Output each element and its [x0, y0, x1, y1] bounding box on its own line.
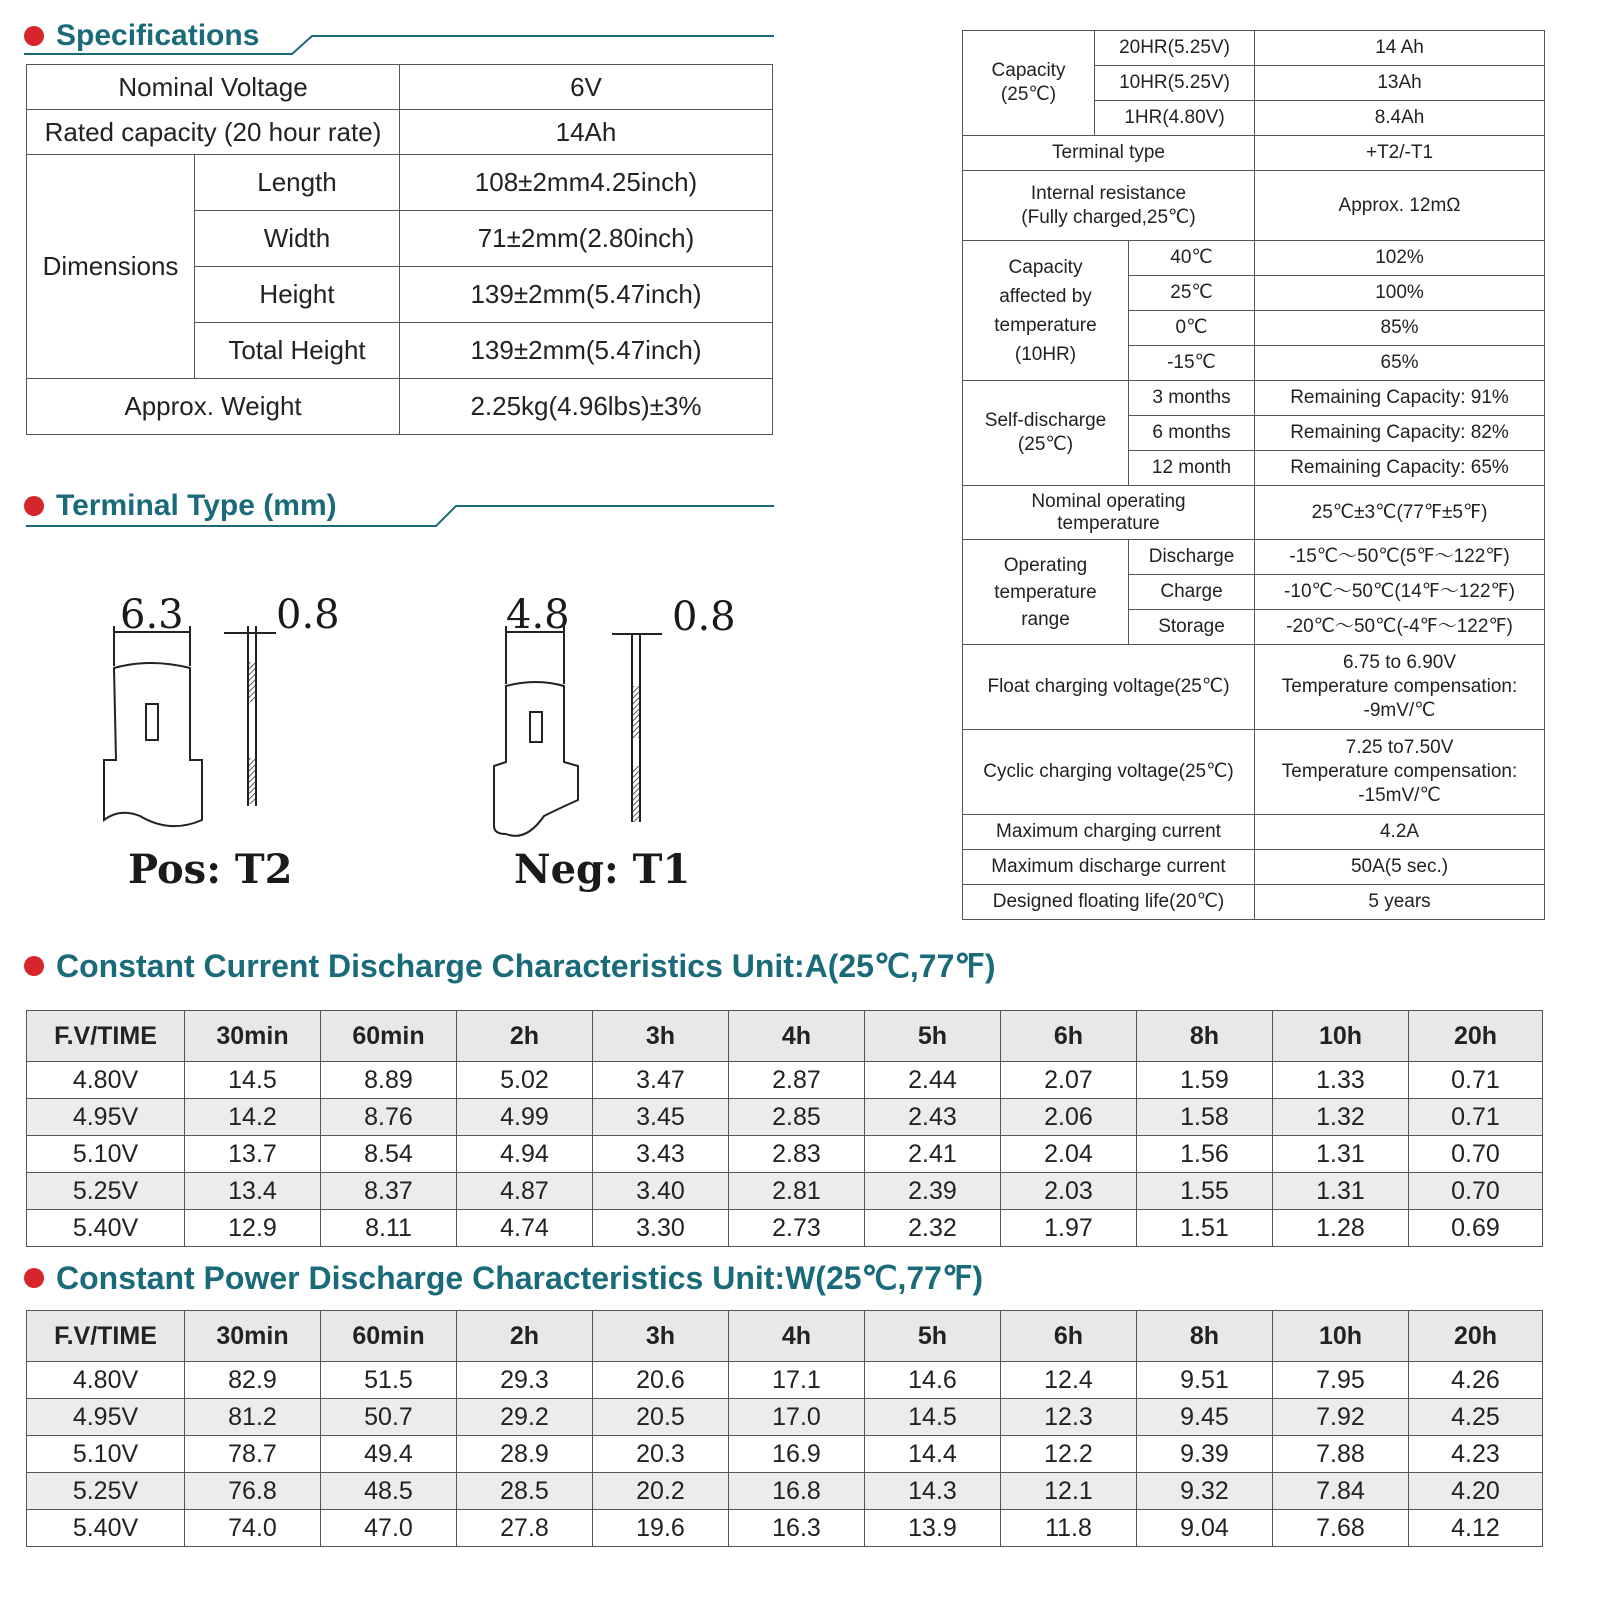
cc-value-cell: 0.70: [1409, 1136, 1543, 1173]
cp-voltage-cell: 5.40V: [27, 1510, 185, 1547]
table-row: [27, 1473, 1543, 1510]
self-discharge-label-cell: [963, 381, 1129, 486]
cc-value-cell: 4.99: [457, 1099, 593, 1136]
cc-voltage-cell: 4.95V: [27, 1099, 185, 1136]
height-label: Height: [195, 267, 400, 323]
cap-temp-label-line: temperature: [994, 314, 1097, 336]
internal-resistance-label-cell: [963, 171, 1255, 241]
cc-value-cell: 8.37: [321, 1173, 457, 1210]
specifications-heading: [24, 14, 794, 58]
nominal-voltage-label: Nominal Voltage: [27, 65, 400, 110]
cc-value-cell: 2.87: [729, 1062, 865, 1099]
cc-discharge-table: [26, 1010, 1543, 1247]
cc-value-cell: 2.73: [729, 1210, 865, 1247]
nominal-voltage-value: 6V: [400, 65, 773, 110]
charge-range-label: Charge: [1129, 575, 1255, 610]
weight-label: Approx. Weight: [27, 379, 400, 435]
neg-terminal-drawing: [494, 626, 578, 836]
cp-voltage-cell: 4.95V: [27, 1399, 185, 1436]
neg-terminal-label: Neg: T1: [514, 846, 691, 893]
rated-capacity-label: Rated capacity (20 hour rate): [27, 110, 400, 155]
cp-value-cell: 12.4: [1001, 1362, 1137, 1399]
months-12-label: 12 month: [1129, 451, 1255, 486]
cp-value-cell: 9.45: [1137, 1399, 1273, 1436]
cp-value-cell: 48.5: [321, 1473, 457, 1510]
months-3-value: Remaining Capacity: 91%: [1255, 381, 1545, 416]
cc-value-cell: 2.03: [1001, 1173, 1137, 1210]
months-3-label: 3 months: [1129, 381, 1255, 416]
cap-1hr-value: 8.4Ah: [1255, 101, 1545, 136]
cp-value-cell: 76.8: [185, 1473, 321, 1510]
cc-value-cell: 1.58: [1137, 1099, 1273, 1136]
temp-40-value: 102%: [1255, 241, 1545, 276]
pos-terminal-label: Pos: T2: [128, 846, 293, 893]
table-row: [27, 1210, 1543, 1247]
heading-underline: [24, 14, 794, 58]
cp-value-cell: 14.5: [865, 1399, 1001, 1436]
cc-value-cell: 8.76: [321, 1099, 457, 1136]
temp-40-label: 40℃: [1129, 241, 1255, 276]
cc-value-cell: 2.43: [865, 1099, 1001, 1136]
cp-value-cell: 4.20: [1409, 1473, 1543, 1510]
months-6-label: 6 months: [1129, 416, 1255, 451]
temp-0-value: 85%: [1255, 311, 1545, 346]
cc-value-cell: 3.47: [593, 1062, 729, 1099]
cc-value-cell: 8.11: [321, 1210, 457, 1247]
cc-body: [27, 1062, 1543, 1247]
cc-value-cell: 12.9: [185, 1210, 321, 1247]
temp-25-value: 100%: [1255, 276, 1545, 311]
table-row: [27, 1136, 1543, 1173]
max-charge-value: 4.2A: [1255, 815, 1545, 850]
cp-discharge-table: [26, 1310, 1543, 1547]
table-row: [27, 1173, 1543, 1210]
cp-value-cell: 27.8: [457, 1510, 593, 1547]
cp-value-cell: 4.12: [1409, 1510, 1543, 1547]
width-value: 71±2mm(2.80inch): [400, 211, 773, 267]
cc-header-cell: 4h: [729, 1011, 865, 1062]
cc-value-cell: 2.44: [865, 1062, 1001, 1099]
cc-value-cell: 0.71: [1409, 1099, 1543, 1136]
cp-header-cell: 20h: [1409, 1311, 1543, 1362]
cp-discharge-heading: [24, 1256, 1324, 1300]
cc-value-cell: 3.45: [593, 1099, 729, 1136]
pos-terminal-side: [224, 626, 276, 806]
cc-voltage-cell: 5.25V: [27, 1173, 185, 1210]
cp-value-cell: 47.0: [321, 1510, 457, 1547]
cp-value-cell: 49.4: [321, 1436, 457, 1473]
rated-capacity-value: 14Ah: [400, 110, 773, 155]
internal-resistance-condition: (Fully charged,25℃): [1021, 206, 1196, 228]
cp-value-cell: 14.3: [865, 1473, 1001, 1510]
float-voltage-value-cell: [1255, 645, 1545, 730]
cp-value-cell: 9.39: [1137, 1436, 1273, 1473]
cp-value-cell: 28.5: [457, 1473, 593, 1510]
cc-header-cell: 3h: [593, 1011, 729, 1062]
length-value: 108±2mm4.25inch): [400, 155, 773, 211]
cp-body: [27, 1362, 1543, 1547]
cc-header-cell: 30min: [185, 1011, 321, 1062]
nominal-op-temp-label: Nominal operating: [1031, 490, 1186, 512]
cp-value-cell: 7.68: [1273, 1510, 1409, 1547]
neg-width-dimension: 4.8: [506, 592, 570, 638]
capacity-label-cell: [963, 31, 1095, 136]
cc-value-cell: 3.40: [593, 1173, 729, 1210]
total-height-label: Total Height: [195, 323, 400, 379]
table-row: [27, 1399, 1543, 1436]
cc-value-cell: 1.97: [1001, 1210, 1137, 1247]
cap-20hr-label: 20HR(5.25V): [1095, 31, 1255, 66]
cp-header-cell: 8h: [1137, 1311, 1273, 1362]
months-6-value: Remaining Capacity: 82%: [1255, 416, 1545, 451]
cap-temp-label-cell: [963, 241, 1129, 381]
cp-value-cell: 4.26: [1409, 1362, 1543, 1399]
cp-voltage-cell: 5.25V: [27, 1473, 185, 1510]
cc-value-cell: 14.5: [185, 1062, 321, 1099]
cp-value-cell: 50.7: [321, 1399, 457, 1436]
cp-value-cell: 4.25: [1409, 1399, 1543, 1436]
cp-voltage-cell: 4.80V: [27, 1362, 185, 1399]
cp-header-cell: 2h: [457, 1311, 593, 1362]
cp-value-cell: 11.8: [1001, 1510, 1137, 1547]
cc-value-cell: 4.87: [457, 1173, 593, 1210]
table-row: [27, 1436, 1543, 1473]
cp-value-cell: 19.6: [593, 1510, 729, 1547]
max-discharge-value: 50A(5 sec.): [1255, 850, 1545, 885]
cc-value-cell: 1.28: [1273, 1210, 1409, 1247]
cc-value-cell: 2.83: [729, 1136, 865, 1173]
cp-value-cell: 20.3: [593, 1436, 729, 1473]
cp-value-cell: 12.1: [1001, 1473, 1137, 1510]
cp-value-cell: 9.32: [1137, 1473, 1273, 1510]
cc-discharge-heading: [24, 944, 1324, 988]
cp-header-cell: 6h: [1001, 1311, 1137, 1362]
cc-value-cell: 8.89: [321, 1062, 457, 1099]
width-label: Width: [195, 211, 400, 267]
floating-life-label: Designed floating life(20℃): [963, 885, 1255, 920]
cc-header-row: [27, 1011, 1543, 1062]
cc-value-cell: 2.06: [1001, 1099, 1137, 1136]
temp-minus15-label: -15℃: [1129, 346, 1255, 381]
cc-value-cell: 2.39: [865, 1173, 1001, 1210]
cp-value-cell: 16.9: [729, 1436, 865, 1473]
op-range-label-line: Operating: [1003, 554, 1088, 576]
internal-resistance-value: Approx. 12mΩ: [1255, 171, 1545, 241]
pos-terminal-drawing: [104, 626, 202, 826]
cp-header-cell: 10h: [1273, 1311, 1409, 1362]
nominal-op-temp-label-2: temperature: [1057, 512, 1160, 534]
dimensions-label: Dimensions: [27, 155, 195, 379]
cyclic-voltage-label: Cyclic charging voltage(25℃): [963, 730, 1255, 815]
cc-value-cell: 2.41: [865, 1136, 1001, 1173]
cap-20hr-value: 14 Ah: [1255, 31, 1545, 66]
cc-voltage-cell: 5.10V: [27, 1136, 185, 1173]
cp-header-cell: 3h: [593, 1311, 729, 1362]
temp-0-label: 0℃: [1129, 311, 1255, 346]
heading-underline: [24, 484, 794, 528]
cc-value-cell: 1.51: [1137, 1210, 1273, 1247]
cc-value-cell: 2.04: [1001, 1136, 1137, 1173]
cp-header-cell: 5h: [865, 1311, 1001, 1362]
cap-temp-label-line: (10HR): [1014, 343, 1077, 365]
bullet-icon: [24, 1268, 44, 1288]
float-compensation-value: -9mV/℃: [1363, 700, 1436, 721]
table-row: [27, 1362, 1543, 1399]
cc-value-cell: 14.2: [185, 1099, 321, 1136]
cp-value-cell: 9.51: [1137, 1362, 1273, 1399]
cp-value-cell: 16.8: [729, 1473, 865, 1510]
capacity-temp: (25℃): [1000, 84, 1057, 105]
cp-header-cell: 60min: [321, 1311, 457, 1362]
neg-terminal-side: [612, 634, 662, 822]
internal-resistance-label: Internal resistance: [1030, 182, 1187, 204]
cc-value-cell: 3.43: [593, 1136, 729, 1173]
cc-value-cell: 1.33: [1273, 1062, 1409, 1099]
cc-value-cell: 0.71: [1409, 1062, 1543, 1099]
float-voltage-value: 6.75 to 6.90V: [1342, 652, 1457, 673]
cp-value-cell: 7.95: [1273, 1362, 1409, 1399]
cp-header-cell: F.V/TIME: [27, 1311, 185, 1362]
cc-value-cell: 0.69: [1409, 1210, 1543, 1247]
electrical-specs-table: [962, 30, 1545, 920]
discharge-range-value: -15℃～50℃(5℉～122℉): [1255, 540, 1545, 575]
cc-discharge-title: Constant Current Discharge Characteristics Unit:A(25℃,77℉): [56, 948, 996, 984]
terminal-type-title: Terminal Type (mm): [56, 489, 337, 522]
floating-life-value: 5 years: [1255, 885, 1545, 920]
cc-value-cell: 2.81: [729, 1173, 865, 1210]
discharge-range-label: Discharge: [1129, 540, 1255, 575]
cc-voltage-cell: 5.40V: [27, 1210, 185, 1247]
cp-value-cell: 14.6: [865, 1362, 1001, 1399]
cap-1hr-label: 1HR(4.80V): [1095, 101, 1255, 136]
cc-header-cell: F.V/TIME: [27, 1011, 185, 1062]
self-discharge-temp: (25℃): [1017, 434, 1074, 455]
cyclic-voltage-value-cell: [1255, 730, 1545, 815]
cc-value-cell: 1.56: [1137, 1136, 1273, 1173]
cc-value-cell: 0.70: [1409, 1173, 1543, 1210]
cp-value-cell: 9.04: [1137, 1510, 1273, 1547]
op-range-label-line: temperature: [994, 581, 1097, 603]
cc-header-cell: 8h: [1137, 1011, 1273, 1062]
total-height-value: 139±2mm(5.47inch): [400, 323, 773, 379]
cyclic-compensation-label: Temperature compensation:: [1281, 761, 1518, 782]
cc-value-cell: 8.54: [321, 1136, 457, 1173]
cp-value-cell: 20.6: [593, 1362, 729, 1399]
temp-minus15-value: 65%: [1255, 346, 1545, 381]
storage-range-value: -20℃～50℃(-4℉～122℉): [1255, 610, 1545, 645]
cp-header-cell: 4h: [729, 1311, 865, 1362]
cp-value-cell: 20.5: [593, 1399, 729, 1436]
terminal-drawings: [90, 590, 770, 850]
cp-value-cell: 12.2: [1001, 1436, 1137, 1473]
cap-10hr-label: 10HR(5.25V): [1095, 66, 1255, 101]
cp-value-cell: 29.2: [457, 1399, 593, 1436]
length-label: Length: [195, 155, 400, 211]
cp-header-row: [27, 1311, 1543, 1362]
op-range-label-cell: [963, 540, 1129, 645]
cc-header-cell: 2h: [457, 1011, 593, 1062]
cc-value-cell: 1.59: [1137, 1062, 1273, 1099]
terminal-type-heading: [24, 484, 794, 528]
cp-value-cell: 28.9: [457, 1436, 593, 1473]
pos-width-dimension: 6.3: [120, 592, 184, 638]
cp-value-cell: 20.2: [593, 1473, 729, 1510]
cp-value-cell: 29.3: [457, 1362, 593, 1399]
cp-value-cell: 51.5: [321, 1362, 457, 1399]
nominal-op-temp-label-cell: [963, 486, 1255, 540]
cp-value-cell: 81.2: [185, 1399, 321, 1436]
weight-value: 2.25kg(4.96lbs)±3%: [400, 379, 773, 435]
cp-value-cell: 17.0: [729, 1399, 865, 1436]
cp-value-cell: 7.84: [1273, 1473, 1409, 1510]
max-discharge-label: Maximum discharge current: [963, 850, 1255, 885]
cc-value-cell: 4.94: [457, 1136, 593, 1173]
cc-value-cell: 1.31: [1273, 1173, 1409, 1210]
pos-thickness-dimension: 0.8: [276, 592, 340, 638]
cap-temp-label-line: affected by: [999, 285, 1092, 307]
specifications-table: [26, 64, 773, 435]
cp-value-cell: 12.3: [1001, 1399, 1137, 1436]
cp-value-cell: 14.4: [865, 1436, 1001, 1473]
cc-voltage-cell: 4.80V: [27, 1062, 185, 1099]
terminal-type-value: +T2/-T1: [1255, 136, 1545, 171]
cp-value-cell: 16.3: [729, 1510, 865, 1547]
cc-value-cell: 13.4: [185, 1173, 321, 1210]
cc-header-cell: 10h: [1273, 1011, 1409, 1062]
float-voltage-label: Float charging voltage(25℃): [963, 645, 1255, 730]
table-row: [27, 1099, 1543, 1136]
cp-discharge-title: Constant Power Discharge Characteristics Unit:W(25℃,77℉): [56, 1260, 984, 1296]
bullet-icon: [24, 956, 44, 976]
nominal-op-temp-value: 25℃±3℃(77℉±5℉): [1255, 486, 1545, 540]
cp-value-cell: 7.88: [1273, 1436, 1409, 1473]
cp-value-cell: 78.7: [185, 1436, 321, 1473]
cap-10hr-value: 13Ah: [1255, 66, 1545, 101]
cyclic-voltage-value: 7.25 to7.50V: [1345, 737, 1454, 758]
months-12-value: Remaining Capacity: 65%: [1255, 451, 1545, 486]
cc-header-cell: 5h: [865, 1011, 1001, 1062]
cc-value-cell: 2.85: [729, 1099, 865, 1136]
cp-value-cell: 13.9: [865, 1510, 1001, 1547]
max-charge-label: Maximum charging current: [963, 815, 1255, 850]
cc-value-cell: 1.31: [1273, 1136, 1409, 1173]
cp-value-cell: 4.23: [1409, 1436, 1543, 1473]
cc-header-cell: 60min: [321, 1011, 457, 1062]
temp-25-label: 25℃: [1129, 276, 1255, 311]
cp-value-cell: 82.9: [185, 1362, 321, 1399]
self-discharge-label: Self-discharge: [984, 410, 1107, 431]
cp-value-cell: 74.0: [185, 1510, 321, 1547]
cc-value-cell: 2.07: [1001, 1062, 1137, 1099]
cc-value-cell: 1.32: [1273, 1099, 1409, 1136]
cc-value-cell: 1.55: [1137, 1173, 1273, 1210]
cc-header-cell: 20h: [1409, 1011, 1543, 1062]
specifications-title: Specifications: [56, 19, 260, 52]
storage-range-label: Storage: [1129, 610, 1255, 645]
cp-voltage-cell: 5.10V: [27, 1436, 185, 1473]
float-compensation-label: Temperature compensation:: [1281, 676, 1518, 697]
table-row: [27, 1510, 1543, 1547]
cc-value-cell: 5.02: [457, 1062, 593, 1099]
terminal-type-label: Terminal type: [963, 136, 1255, 171]
charge-range-value: -10℃～50℃(14℉～122℉): [1255, 575, 1545, 610]
cp-header-cell: 30min: [185, 1311, 321, 1362]
neg-thickness-dimension: 0.8: [672, 594, 736, 640]
capacity-label: Capacity: [991, 60, 1066, 81]
cp-value-cell: 7.92: [1273, 1399, 1409, 1436]
cc-value-cell: 2.32: [865, 1210, 1001, 1247]
cc-header-cell: 6h: [1001, 1011, 1137, 1062]
height-value: 139±2mm(5.47inch): [400, 267, 773, 323]
cc-value-cell: 3.30: [593, 1210, 729, 1247]
op-range-label-line: range: [1021, 608, 1070, 630]
cap-temp-label-line: Capacity: [1008, 256, 1083, 278]
cp-value-cell: 17.1: [729, 1362, 865, 1399]
cyclic-compensation-value: -15mV/℃: [1358, 785, 1441, 806]
cc-value-cell: 13.7: [185, 1136, 321, 1173]
cc-value-cell: 4.74: [457, 1210, 593, 1247]
table-row: [27, 1062, 1543, 1099]
